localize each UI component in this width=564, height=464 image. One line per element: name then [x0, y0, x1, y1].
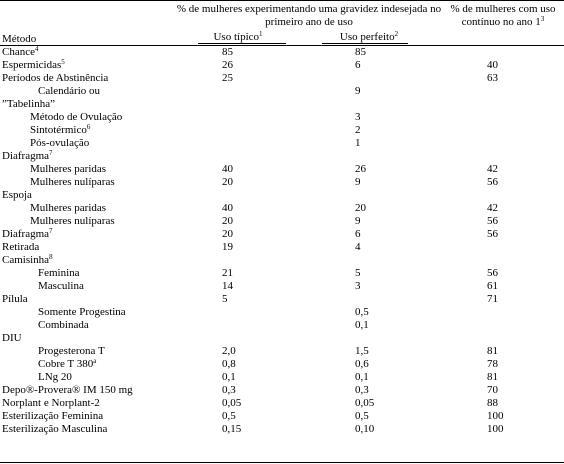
table-row: [0, 189, 564, 202]
method-label: [38, 267, 80, 280]
continuation-value: 78: [487, 358, 498, 370]
method-label: [38, 85, 100, 98]
method-label-text: Mulheres paridas: [30, 202, 107, 214]
method-label: [38, 280, 84, 293]
table-row: [0, 293, 564, 306]
method-label: [2, 228, 53, 241]
method-label: [38, 358, 96, 371]
header-continuation-text: % de mulheres com uso contínuo no ano 1: [450, 3, 556, 28]
perfect-use-value: 0,6: [355, 358, 369, 370]
table-row: [0, 332, 564, 345]
method-label-text: Masculina: [38, 280, 84, 292]
method-label: [38, 319, 89, 332]
typical-use-value: 40: [222, 202, 233, 214]
typical-use-value: 25: [222, 72, 233, 84]
method-label-text: Chance: [2, 46, 35, 58]
perfect-use-value: 0,10: [355, 423, 375, 435]
typical-use-value: 5: [222, 293, 228, 305]
method-label-text: Espermicidas: [2, 59, 62, 71]
typical-use-value: 26: [222, 59, 233, 71]
table-row: [0, 46, 564, 59]
typical-use-value: 14: [222, 280, 233, 292]
perfect-use-value: 0,3: [355, 384, 369, 396]
method-label: [30, 215, 115, 228]
perfect-use-value: 9: [355, 176, 361, 188]
perfect-use-value: 20: [355, 202, 366, 214]
method-label-text: Feminina: [38, 267, 80, 279]
method-label-text: Períodos de Abstinência: [2, 72, 109, 84]
method-label-text: Mulheres nulíparas: [30, 215, 115, 227]
method-label: [2, 332, 22, 345]
method-label: [30, 176, 115, 189]
continuation-value: 42: [487, 202, 498, 214]
table-row: [0, 410, 564, 423]
perfect-use-value: 4: [355, 241, 361, 253]
typical-use-value: 0,1: [222, 371, 236, 383]
typical-use-value: 40: [222, 163, 233, 175]
table-row: [0, 358, 564, 371]
footnote-ref: 2: [394, 30, 399, 38]
footnote-ref: 1: [259, 30, 263, 38]
typical-use-value: 21: [222, 267, 233, 279]
typical-use-value: 0,3: [222, 384, 236, 396]
typical-use-underline: [198, 43, 286, 44]
table-row: [0, 423, 564, 436]
continuation-value: 100: [487, 410, 504, 422]
method-label: [30, 137, 89, 150]
method-label-text: Diafragma: [2, 150, 50, 162]
header-pregnancy-rate: % de mulheres experimentando uma gravidez indesejada no primeiro ano de uso: [176, 3, 442, 28]
table-row: [0, 228, 564, 241]
method-label: [2, 410, 103, 423]
method-label-text: Mulheres paridas: [30, 163, 107, 175]
continuation-value: 42: [487, 163, 498, 175]
table-row: [0, 163, 564, 176]
method-label-text: DIU: [2, 332, 22, 344]
perfect-use-value: 2: [355, 124, 361, 136]
perfect-use-value: 0,1: [355, 371, 369, 383]
footnote-ref: 7: [49, 149, 53, 157]
footnote-ref: 7: [49, 227, 53, 235]
footnote-ref: a: [93, 357, 97, 365]
method-label-text: Esterilização Feminina: [2, 410, 104, 422]
method-label-text: Cobre T 380: [38, 358, 94, 370]
perfect-use-value: 1,5: [355, 345, 369, 357]
typical-use-value: 0,15: [222, 423, 242, 435]
table-row: [0, 280, 564, 293]
continuation-value: 81: [487, 371, 498, 383]
method-label-text: Camisinha: [2, 254, 50, 266]
typical-use-value: 20: [222, 215, 233, 227]
table-row: [0, 384, 564, 397]
table-row: [0, 176, 564, 189]
perfect-use-value: 9: [355, 85, 361, 97]
method-label: [38, 371, 72, 384]
typical-use-value: 20: [222, 176, 233, 188]
typical-use-value: 0,8: [222, 358, 236, 370]
continuation-value: 56: [487, 176, 498, 188]
table-row: [0, 397, 564, 410]
method-label: [2, 59, 65, 72]
method-label-text: Calendário ou: [38, 85, 101, 97]
perfect-use-value: 0,05: [355, 397, 375, 409]
method-label: [2, 293, 28, 306]
perfect-use-value: 5: [355, 267, 361, 279]
method-label-text: Espoja: [2, 189, 32, 201]
method-label-text: Pílula: [2, 293, 28, 305]
typical-use-value: 20: [222, 228, 233, 240]
typical-use-value: 85: [222, 46, 233, 58]
table-row: [0, 345, 564, 358]
method-label: [2, 46, 38, 59]
footnote-ref: 5: [61, 58, 65, 66]
table-row: [0, 202, 564, 215]
method-label: [2, 423, 107, 436]
perfect-use-value: 85: [355, 46, 366, 58]
perfect-use-value: 3: [355, 111, 361, 123]
table-row: [0, 98, 564, 111]
perfect-use-value: 6: [355, 59, 361, 71]
method-label: [30, 124, 90, 137]
method-label: [2, 254, 53, 267]
footnote-ref: 3: [540, 15, 545, 23]
footnote-ref: 8: [49, 253, 53, 261]
method-label-text: Diafragma: [2, 228, 50, 240]
perfect-use-value: 3: [355, 280, 361, 292]
table-row: [0, 267, 564, 280]
method-label-text: Somente Progestina: [38, 306, 126, 318]
header-method: Método: [2, 33, 37, 45]
table-row: [0, 111, 564, 124]
table-row: [0, 85, 564, 98]
typical-use-value: 0,5: [222, 410, 236, 422]
method-label: [2, 98, 55, 111]
footnote-ref: 6: [86, 123, 91, 131]
method-label: [2, 241, 39, 254]
continuation-value: 70: [487, 384, 498, 396]
method-label: [2, 189, 32, 202]
method-label: [2, 397, 100, 410]
table-row: [0, 124, 564, 137]
perfect-use-value: 26: [355, 163, 366, 175]
continuation-value: 81: [487, 345, 498, 357]
method-label-text: Mulheres nulíparas: [30, 176, 115, 188]
method-label-text: Combinada: [38, 319, 89, 331]
typical-use-value: 0,05: [222, 397, 242, 409]
method-label: [30, 202, 106, 215]
table-row: [0, 371, 564, 384]
continuation-value: 88: [487, 397, 498, 409]
header-continuation-rate: [442, 3, 564, 29]
perfect-use-underline: [322, 43, 408, 44]
table-body: [0, 46, 564, 436]
method-label-text: Método de Ovulação: [30, 111, 123, 123]
header-perfect-text: Uso perfeito: [339, 31, 395, 43]
perfect-use-value: 9: [355, 215, 361, 227]
header-perfect-use: [326, 31, 412, 43]
perfect-use-value: 1: [355, 137, 361, 149]
method-label: [30, 163, 106, 176]
table-row: [0, 241, 564, 254]
header-typical-use: [205, 31, 271, 43]
table-row: [0, 72, 564, 85]
typical-use-value: 2,0: [222, 345, 236, 357]
continuation-value: 56: [487, 228, 498, 240]
continuation-value: 40: [487, 59, 498, 71]
table-row: [0, 254, 564, 267]
continuation-value: 71: [487, 293, 498, 305]
method-label: [38, 306, 126, 319]
footnote-ref: 4: [34, 45, 39, 53]
method-label: [2, 72, 108, 85]
perfect-use-value: 0,1: [355, 319, 369, 331]
method-label: [30, 111, 122, 124]
method-label-text: Sintotérmico: [30, 124, 87, 136]
method-label: [2, 150, 53, 163]
typical-use-value: 19: [222, 241, 233, 253]
method-label-text: Progesterona T: [38, 345, 105, 357]
perfect-use-value: 0,5: [355, 306, 369, 318]
table-row: [0, 215, 564, 228]
header-typical-text: Uso típico: [213, 31, 260, 43]
table-row: [0, 59, 564, 72]
method-label-text: LNg 20: [38, 371, 72, 383]
continuation-value: 56: [487, 215, 498, 227]
method-label-text: Norplant e Norplant-2: [2, 397, 100, 409]
method-label-text: Depo®-Provera® IM 150 mg: [2, 384, 133, 396]
perfect-use-value: 0,5: [355, 410, 369, 422]
perfect-use-value: 6: [355, 228, 361, 240]
table-row: [0, 137, 564, 150]
continuation-value: 100: [487, 423, 504, 435]
table-row: [0, 306, 564, 319]
method-label-text: Retirada: [2, 241, 40, 253]
method-label-text: Pós-ovulação: [30, 137, 90, 149]
continuation-value: 56: [487, 267, 498, 279]
table-top-rule: [0, 0, 564, 1]
table-bottom-rule: [0, 462, 564, 463]
continuation-value: 63: [487, 72, 498, 84]
method-label: [2, 384, 133, 397]
method-label-text: Esterilização Masculina: [2, 423, 108, 435]
method-label-text: ”Tabelinha”: [2, 98, 55, 110]
table-row: [0, 319, 564, 332]
table-row: [0, 150, 564, 163]
continuation-value: 61: [487, 280, 498, 292]
